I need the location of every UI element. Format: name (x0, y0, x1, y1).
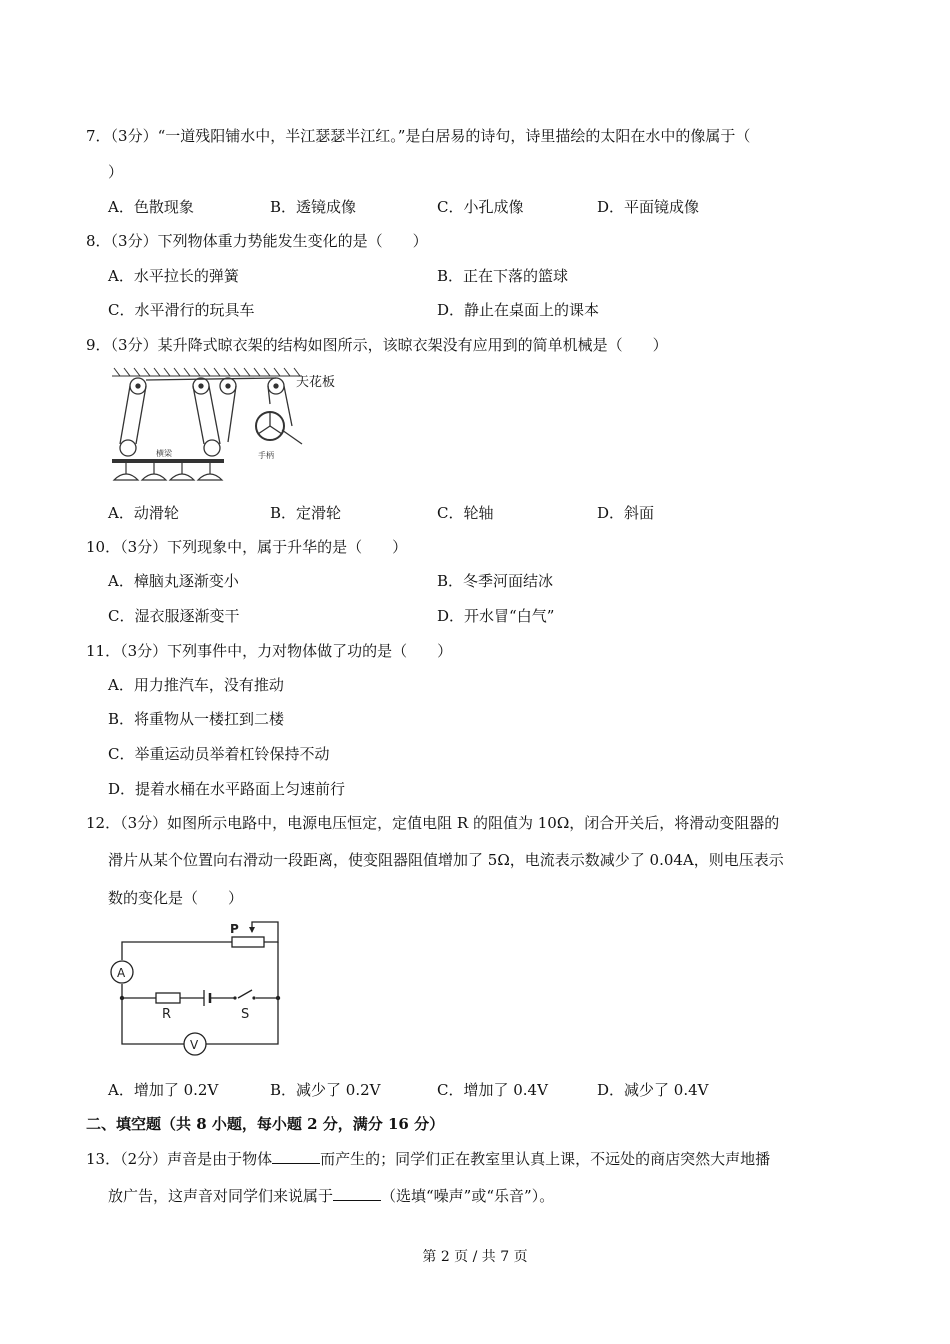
q11-option-b[interactable]: B．将重物从一楼扛到二楼 (108, 710, 285, 728)
q12-option-b[interactable]: B．减少了 0.2V (270, 1081, 381, 1099)
q13-line1 (86, 1149, 770, 1169)
q10-stem: 10．（3分）下列现象中，属于升华的是（ ） (86, 538, 408, 556)
q9-option-b[interactable]: B．定滑轮 (270, 504, 342, 522)
q7-option-a[interactable]: A．色散现象 (108, 198, 194, 216)
q9-drying-rack-figure (106, 364, 356, 488)
q12-option-d[interactable]: D．减少了 0.4V (597, 1081, 709, 1099)
switch-s (238, 990, 252, 998)
resistor-r (156, 993, 180, 1003)
q13-blank-1[interactable] (272, 1149, 320, 1164)
q8-option-d[interactable]: D．静止在桌面上的课本 (437, 301, 600, 319)
section-2-title: 二、填空题（共 8 小题，每小题 2 分，满分 16 分） (86, 1115, 445, 1133)
q13-line2 (108, 1186, 554, 1206)
q13-blank-2[interactable] (333, 1186, 381, 1201)
page-footer: 第 2 页 / 共 7 页 (422, 1249, 528, 1265)
q7-stem: 7．（3分）“一道残阳铺水中，半江瑟瑟半江红。”是白居易的诗句，诗里描绘的太阳在水中的像属于（ (86, 127, 751, 145)
q13-part2: 而产生的；同学们正在教室里认真上课，不远处的商店突然大声地播 (320, 1150, 771, 1168)
q13-part1: 13．（2分）声音是由于物体 (86, 1150, 273, 1168)
movable-pulley-2 (204, 440, 220, 456)
q8-option-a[interactable]: A．水平拉长的弹簧 (108, 267, 239, 285)
rail-label: 横梁 (156, 449, 172, 458)
q10-option-a[interactable]: A．樟脑丸逐渐变小 (108, 572, 239, 590)
q10-option-c[interactable]: C．湿衣服逐渐变干 (108, 607, 240, 625)
q11-option-c[interactable]: C．举重运动员举着杠铃保持不动 (108, 745, 330, 763)
q11-option-a[interactable]: A．用力推汽车，没有推动 (108, 676, 284, 694)
resistor-label: R (162, 1007, 172, 1022)
q8-option-b[interactable]: B．正在下落的篮球 (437, 267, 569, 285)
q12-stem-line2: 滑片从某个位置向右滑动一段距离，使变阻器阻值增加了 5Ω，电流表示数减少了 0.04A，则电压表示 (108, 851, 784, 869)
ceiling-hatch (112, 368, 302, 376)
q10-option-b[interactable]: B．冬季河面结冰 (437, 572, 554, 590)
q10-option-d[interactable]: D．开水冒“白气” (437, 607, 555, 625)
q7-option-d[interactable]: D．平面镜成像 (597, 198, 700, 216)
handle-label: 手柄 (258, 451, 274, 460)
ammeter-label: A (117, 966, 126, 980)
q7-option-b[interactable]: B．透镜成像 (270, 198, 357, 216)
switch-label: S (241, 1007, 250, 1022)
q12-option-c[interactable]: C．增加了 0.4V (437, 1081, 548, 1099)
q12-option-a[interactable]: A．增加了 0.2V (108, 1081, 219, 1099)
voltmeter-label: V (190, 1038, 199, 1052)
q11-stem: 11．（3分）下列事件中，力对物体做了功的是（ ） (86, 642, 453, 660)
q11-option-d[interactable]: D．提着水桶在水平路面上匀速前行 (108, 780, 346, 798)
hanging-rail (112, 459, 224, 463)
q9-option-a[interactable]: A．动滑轮 (108, 504, 179, 522)
rheostat (232, 937, 264, 947)
q9-option-d[interactable]: D．斜面 (597, 504, 655, 522)
q9-stem: 9．（3分）某升降式晾衣架的结构如图所示，该晾衣架没有应用到的简单机械是（ ） (86, 336, 668, 354)
q8-stem: 8．（3分）下列物体重力势能发生变化的是（ ） (86, 232, 428, 250)
q12-circuit-figure (104, 916, 290, 1062)
slider-p-label: P (230, 922, 239, 936)
ceiling-label: 天花板 (296, 375, 336, 390)
q13-line2b: （选填“噪声”或“乐音”）。 (381, 1187, 555, 1205)
q13-line2a: 放广告，这声音对同学们来说属于 (108, 1187, 334, 1205)
q12-stem-line3: 数的变化是（ ） (108, 889, 244, 907)
movable-pulley-1 (120, 440, 136, 456)
q12-stem-line1: 12．（3分）如图所示电路中，电源电压恒定，定值电阻 R 的阻值为 10Ω，闭合开关后，将滑动变阻器的 (86, 814, 780, 832)
q7-stem-cont: ） (108, 163, 124, 181)
q8-option-c[interactable]: C．水平滑行的玩具车 (108, 301, 255, 319)
q9-option-c[interactable]: C．轮轴 (437, 504, 494, 522)
q7-option-c[interactable]: C．小孔成像 (437, 198, 524, 216)
